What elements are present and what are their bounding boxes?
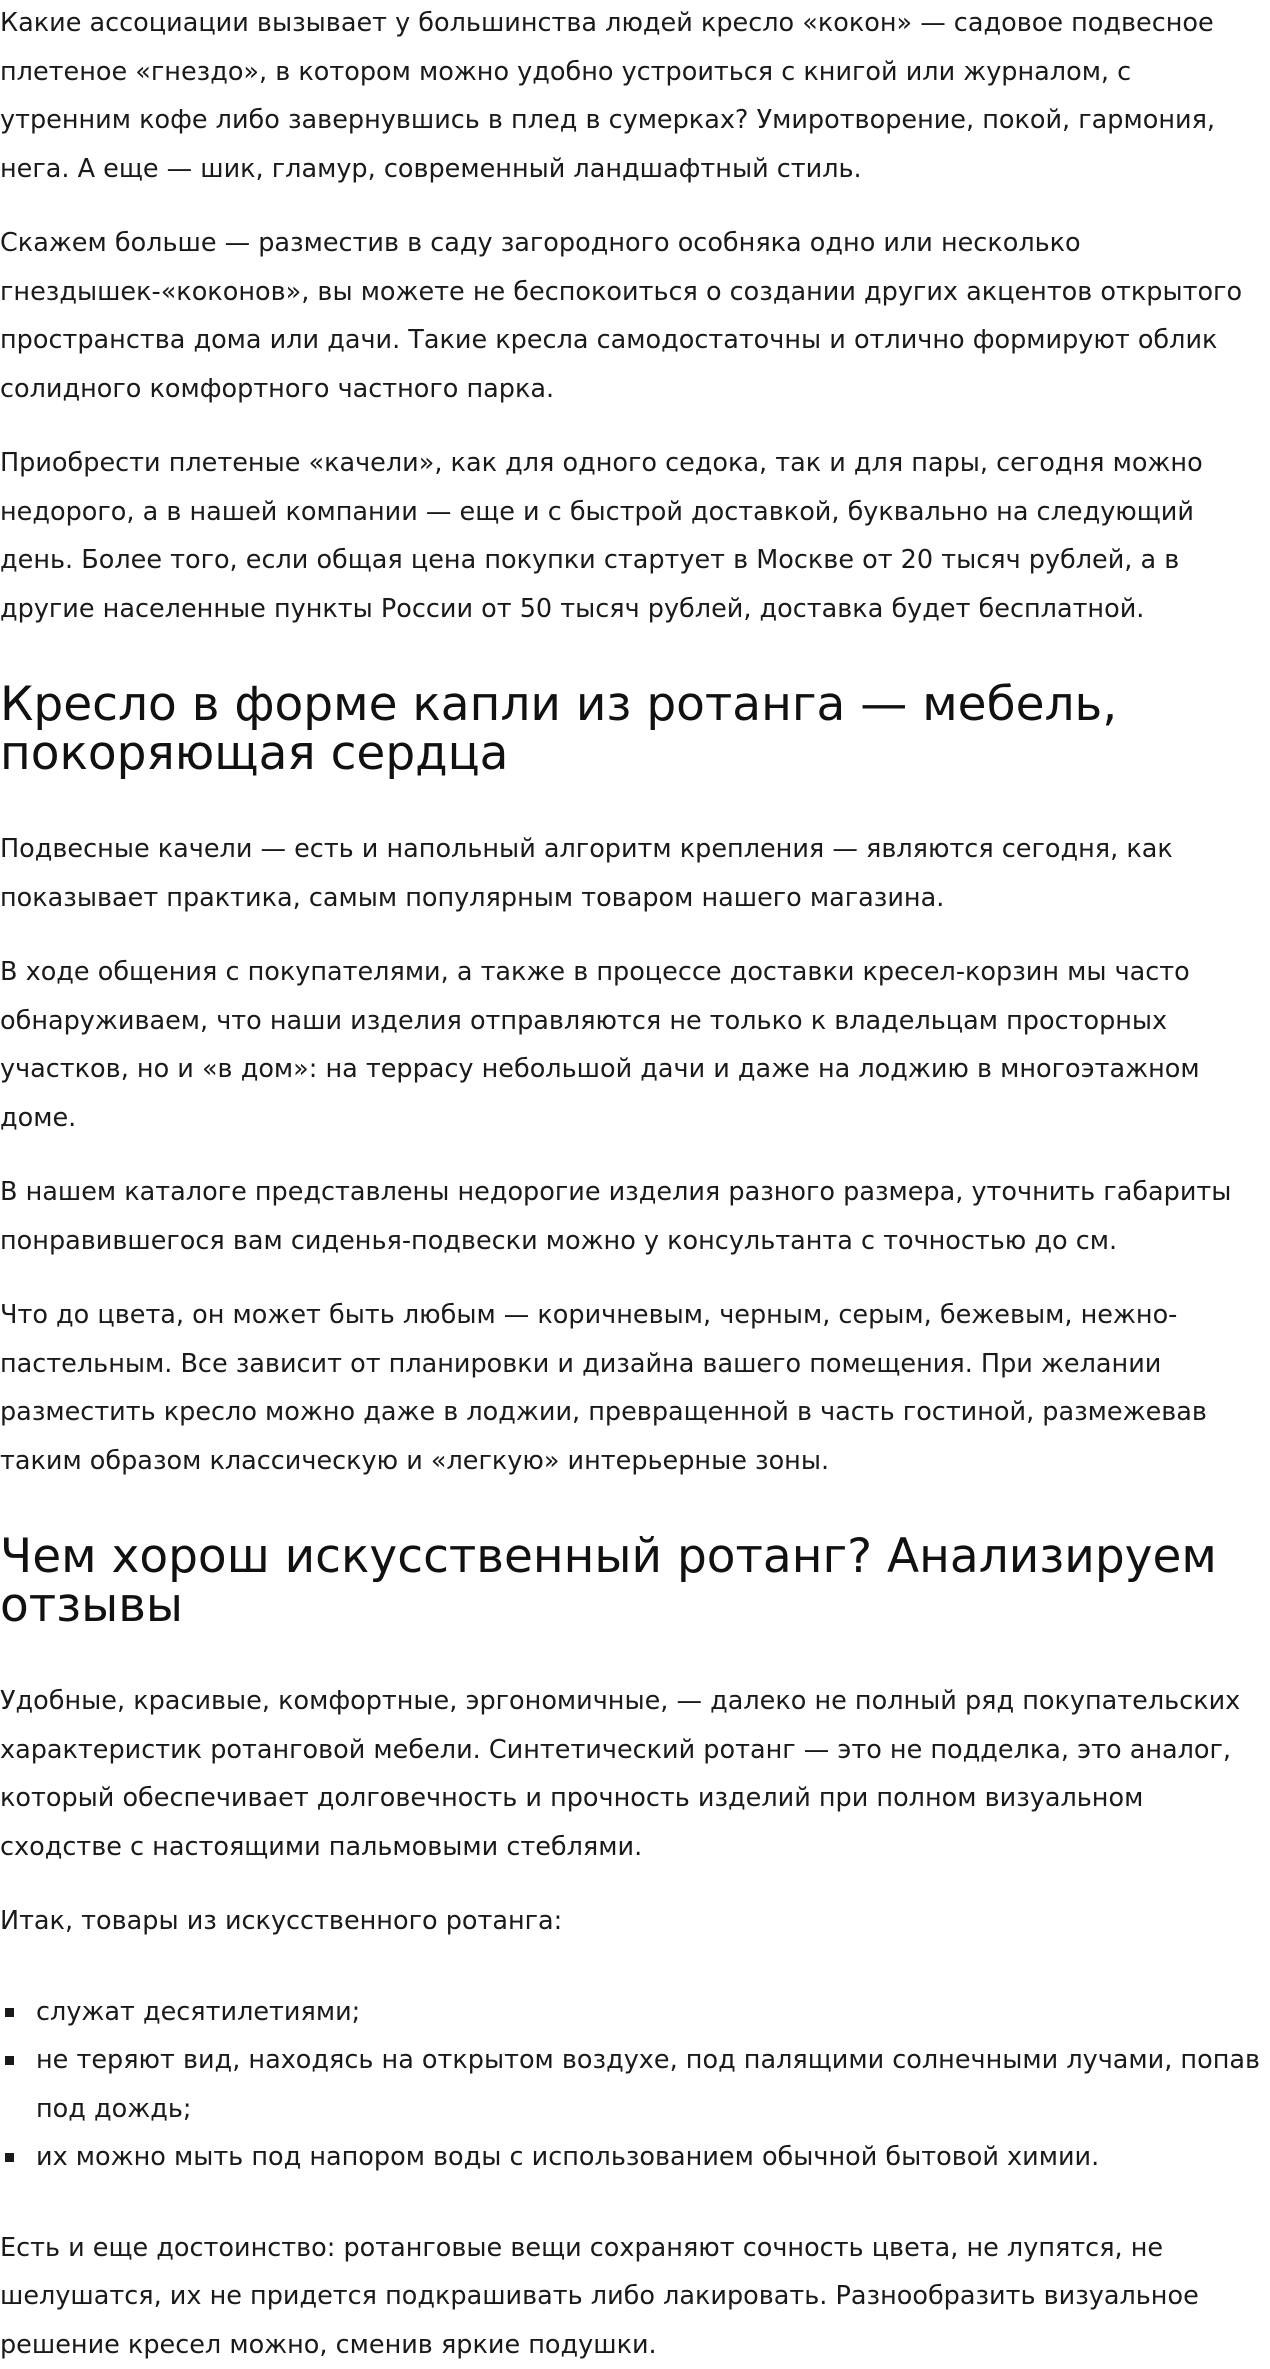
section2-paragraph-1: Удобные, красивые, комфортные, эргономичные, — далеко не полный ряд покупательских характеристик ротанговой мебели. Синтетический ротанг — это не подделка, это аналог, который обеспечивает долговечность и прочность изделий при полном визуальном сходстве с настоящими пальмовыми стеблями. <box>0 1677 1270 1871</box>
intro-paragraph-2: Скажем больше — разместив в саду загородного особняка одно или несколько гнездышек-«коконов», вы можете не беспокоиться о создании других акцентов открытого пространства дома или дачи. Такие кресла самодостаточны и отлично формируют облик солидного комфортного частного парка. <box>0 219 1270 413</box>
square-bullet-icon <box>5 2008 14 2017</box>
square-bullet-icon <box>5 2153 14 2162</box>
section2-paragraph-2: Итак, товары из искусственного ротанга: <box>0 1897 1270 1946</box>
section1-paragraph-1: Подвесные качели — есть и напольный алгоритм крепления — являются сегодня, как показывает практика, самым популярным товаром нашего магазина. <box>0 825 1270 922</box>
advantages-list <box>0 1988 1270 2182</box>
section2-paragraph-3: Есть и еще достоинство: ротанговые вещи сохраняют сочность цвета, не лупятся, не шелушатся, их не придется подкрашивать либо лакировать. Разнообразить визуальное решение кресел можно, сменив яркие подушки. <box>0 2224 1270 2369</box>
list-item-text: их можно мыть под напором воды с использованием обычной бытовой химии. <box>36 2142 1099 2172</box>
list-item <box>0 2036 1270 2133</box>
list-item-text: не теряют вид, находясь на открытом воздухе, под палящими солнечными лучами, попав под дождь; <box>36 2045 1260 2124</box>
section1-paragraph-4: Что до цвета, он может быть любым — коричневым, черным, серым, бежевым, нежно-пастельным. Все зависит от планировки и дизайна вашего помещения. При желании разместить кресло можно даже в лоджии, превращенной в часть гостиной, размежевав таким образом классическую и «легкую» интерьерные зоны. <box>0 1291 1270 1485</box>
section1-paragraph-2: В ходе общения с покупателями, а также в процессе доставки кресел-корзин мы часто обнаруживаем, что наши изделия отправляются не только к владельцам просторных участков, но и «в дом»: на террасу небольшой дачи и даже на лоджию в многоэтажном доме. <box>0 948 1270 1142</box>
section-heading-rattan-drop-chair: Кресло в форме капли из ротанга — мебель, покоряющая сердца <box>0 680 1270 778</box>
intro-paragraph-1: Какие ассоциации вызывает у большинства людей кресло «кокон» — садовое подвесное плетеное «гнездо», в котором можно удобно устроиться с книгой или журналом, с утренним кофе либо завернувшись в плед в сумерках? Умиротворение, покой, гармония, нега. А еще — шик, гламур, современный ландшафтный стиль. <box>0 0 1270 193</box>
list-item <box>0 1988 1270 2037</box>
list-item <box>0 2133 1270 2182</box>
section-heading-artificial-rattan: Чем хорош искусственный ротанг? Анализируем отзывы <box>0 1532 1270 1630</box>
section1-paragraph-3: В нашем каталоге представлены недорогие изделия разного размера, уточнить габариты понравившегося вам сиденья-подвески можно у консультанта с точностью до см. <box>0 1168 1270 1265</box>
square-bullet-icon <box>5 2056 14 2065</box>
list-item-text: служат десятилетиями; <box>36 1997 360 2027</box>
intro-paragraph-3: Приобрести плетеные «качели», как для одного седока, так и для пары, сегодня можно недорого, а в нашей компании — еще и с быстрой доставкой, буквально на следующий день. Более того, если общая цена покупки стартует в Москве от 20 тысяч рублей, а в другие населенные пункты России от 50 тысяч рублей, доставка будет бесплатной. <box>0 439 1270 633</box>
